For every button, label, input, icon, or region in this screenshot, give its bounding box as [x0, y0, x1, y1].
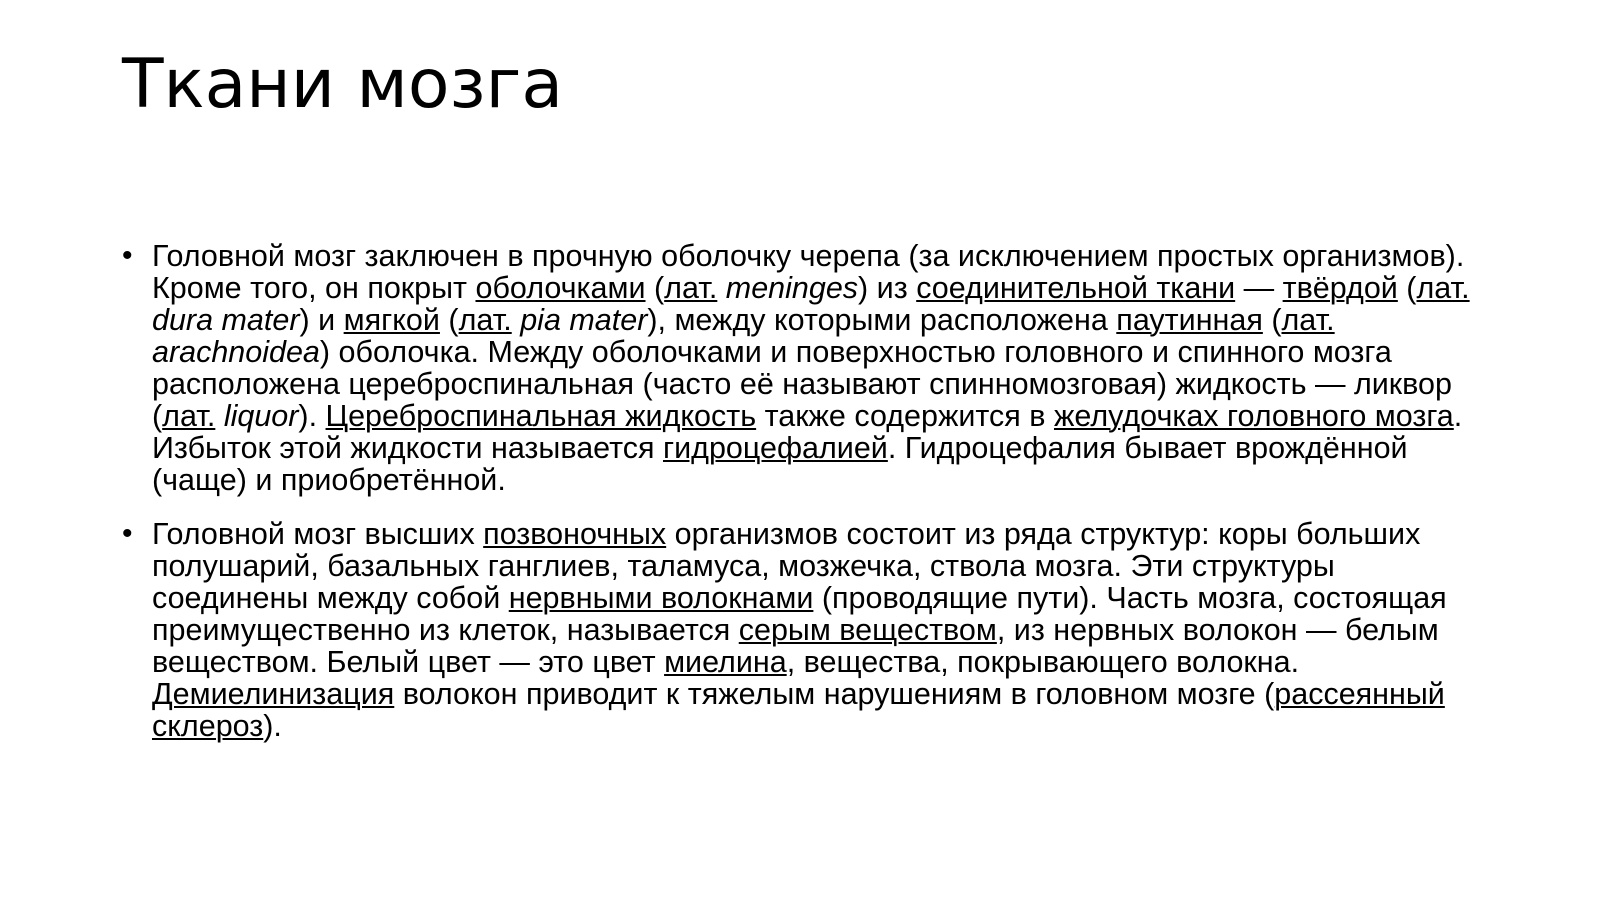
link-dura-mater[interactable]: твёрдой: [1282, 271, 1398, 305]
link-hydrocephaly[interactable]: гидроцефалией: [662, 431, 888, 465]
text-segment: Головной мозг высших: [152, 517, 484, 551]
text-segment: , из нервных волокон — белым веществом. Белый цвет — это цвет: [152, 613, 1439, 679]
link-latin[interactable]: лат.: [458, 303, 512, 337]
text-segment: (: [645, 271, 665, 305]
link-brain-ventricles[interactable]: желудочках головного мозга: [1053, 399, 1454, 433]
text-segment: (: [439, 303, 459, 337]
link-latin[interactable]: лат.: [1416, 271, 1470, 305]
bullet-item-meninges: [122, 240, 1492, 496]
text-segment: , вещества, покрывающего волокна.: [786, 645, 1300, 679]
latin-term-meninges: meninges: [725, 271, 859, 305]
link-pia-mater[interactable]: мягкой: [343, 303, 440, 337]
bullet-icon: •: [122, 517, 133, 550]
link-meninges[interactable]: оболочками: [475, 271, 646, 305]
text-segment: —: [1235, 271, 1283, 305]
link-latin[interactable]: лат.: [1281, 303, 1335, 337]
text-segment: ) из: [858, 271, 917, 305]
text-segment: также содержится в: [756, 399, 1054, 433]
latin-term-pia-mater: pia mater: [520, 303, 648, 337]
latin-term-arachnoidea: arachnoidea: [152, 335, 320, 369]
bullet-list: [122, 240, 1492, 764]
bullet-icon: •: [122, 239, 133, 272]
text-segment: волокон приводит к тяжелым нарушениям в головном мозге (: [394, 677, 1275, 711]
text-segment: . Избыток этой жидкости называется: [152, 399, 1463, 465]
text-segment: (: [1262, 303, 1282, 337]
text-segment: ), между которыми расположена: [647, 303, 1117, 337]
latin-term-liquor: liquor: [223, 399, 299, 433]
text-segment: (проводящие пути). Часть мозга, состоящая преимущественно из клеток, называется: [152, 581, 1447, 647]
bullet-item-brain-structures: [122, 518, 1492, 742]
text-segment: организмов состоит из ряда структур: коры больших полушарий, базальных ганглиев, таламуса, мозжечка, ствола мозга. Эти структуры соединены между собой: [152, 517, 1421, 615]
text-segment: ).: [263, 709, 282, 743]
link-arachnoid[interactable]: паутинная: [1116, 303, 1263, 337]
text-segment: ) оболочка. Между оболочками и поверхностью головного и спинного мозга расположена цереброспинальная (часто её называют спинномозговая) жидкость — ликвор (: [152, 335, 1452, 433]
link-gray-matter[interactable]: серым веществом: [738, 613, 997, 647]
link-connective-tissue[interactable]: соединительной ткани: [916, 271, 1236, 305]
text-segment: ) и: [299, 303, 344, 337]
text-segment: [215, 399, 223, 433]
slide-title: Ткани мозга: [122, 45, 564, 124]
link-myelin[interactable]: миелина: [664, 645, 787, 679]
link-cerebrospinal-fluid[interactable]: Цереброспинальная жидкость: [325, 399, 757, 433]
link-latin[interactable]: лат.: [664, 271, 718, 305]
text-segment: [717, 271, 725, 305]
text-segment: ).: [298, 399, 326, 433]
latin-term-dura-mater: dura mater: [152, 303, 300, 337]
link-vertebrates[interactable]: позвоночных: [483, 517, 667, 551]
text-segment: (: [1397, 271, 1417, 305]
link-demyelination[interactable]: Демиелинизация: [152, 677, 395, 711]
link-nerve-fibers[interactable]: нервными волокнами: [508, 581, 814, 615]
text-segment: Головной мозг заключен в прочную оболочку черепа (за исключением простых организмов). Кроме того, он покрыт: [152, 239, 1465, 305]
text-segment: . Гидроцефалия бывает врождённой (чаще) и приобретённой.: [152, 431, 1408, 497]
text-segment: [512, 303, 520, 337]
link-multiple-sclerosis[interactable]: рассеянный склероз: [152, 677, 1445, 743]
link-latin[interactable]: лат.: [162, 399, 216, 433]
